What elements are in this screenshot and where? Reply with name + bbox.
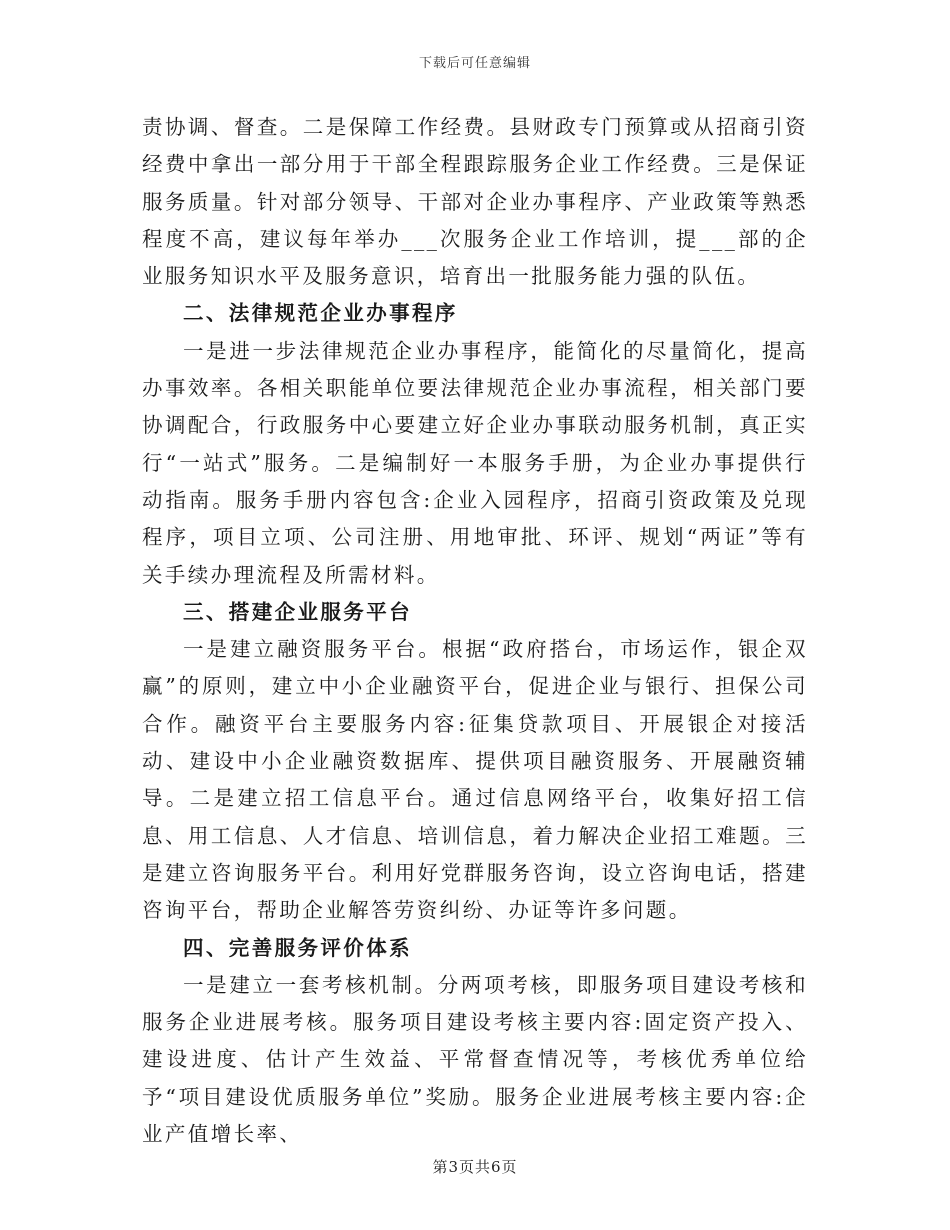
paragraph-continued: 责协调、督查。二是保障工作经费。县财政专门预算或从招商引资经费中拿出一部分用于干部全程跟踪服务企业工作经费。三是保证服务质量。针对部分领导、干部对企业办事程序、产业政策等熟悉程度不高，建议每年举办___次服务企业工作培训，提___部的企业服务知识水平及服务意识，培育出一批服务能力强的队伍。 xyxy=(142,115,808,289)
section-heading-3: 三、搭建企业服务平台 xyxy=(183,599,412,624)
page-number: 第3页共6页 xyxy=(432,1158,518,1176)
section-heading-2: 二、法律规范企业办事程序 xyxy=(183,301,458,326)
header-note: 下载后可任意编辑 xyxy=(418,56,531,71)
paragraph-section-3: 一是建立融资服务平台。根据“政府搭台，市场运作，银企双赢”的原则，建立中小企业融资平台，促进企业与银行、担保公司合作。融资平台主要服务内容:征集贷款项目、开展银企对接活动、建设中小企业融资数据库、提供项目融资服务、开展融资辅导。二是建立招工信息平台。通过信息网络平台，收集好招工信息、用工信息、人才信息、培训信息，着力解决企业招工难题。三是建立咨询服务平台。利用好党群服务咨询，设立咨询电话，搭建咨询平台，帮助企业解答劳资纠纷、办证等许多问题。 xyxy=(142,637,808,923)
paragraph-section-2: 一是进一步法律规范企业办事程序，能简化的尽量简化，提高办事效率。各相关职能单位要法律规范企业办事流程，相关部门要协调配合，行政服务中心要建立好企业办事联动服务机制，真正实行“一站式”服务。二是编制好一本服务手册，为企业办事提供行动指南。服务手册内容包含:企业入园程序，招商引资政策及兑现程序，项目立项、公司注册、用地审批、环评、规划“两证”等有关手续办理流程及所需材料。 xyxy=(142,338,808,587)
paragraph-section-4: 一是建立一套考核机制。分两项考核，即服务项目建设考核和服务企业进展考核。服务项目建设考核主要内容:固定资产投入、建设进度、估计产生效益、平常督查情况等，考核优秀单位给予“项目建设优质服务单位”奖励。服务企业进展考核主要内容:企业产值增长率、 xyxy=(142,972,808,1147)
section-heading-4: 四、完善服务评价体系 xyxy=(183,935,412,960)
document-body xyxy=(142,109,808,1153)
